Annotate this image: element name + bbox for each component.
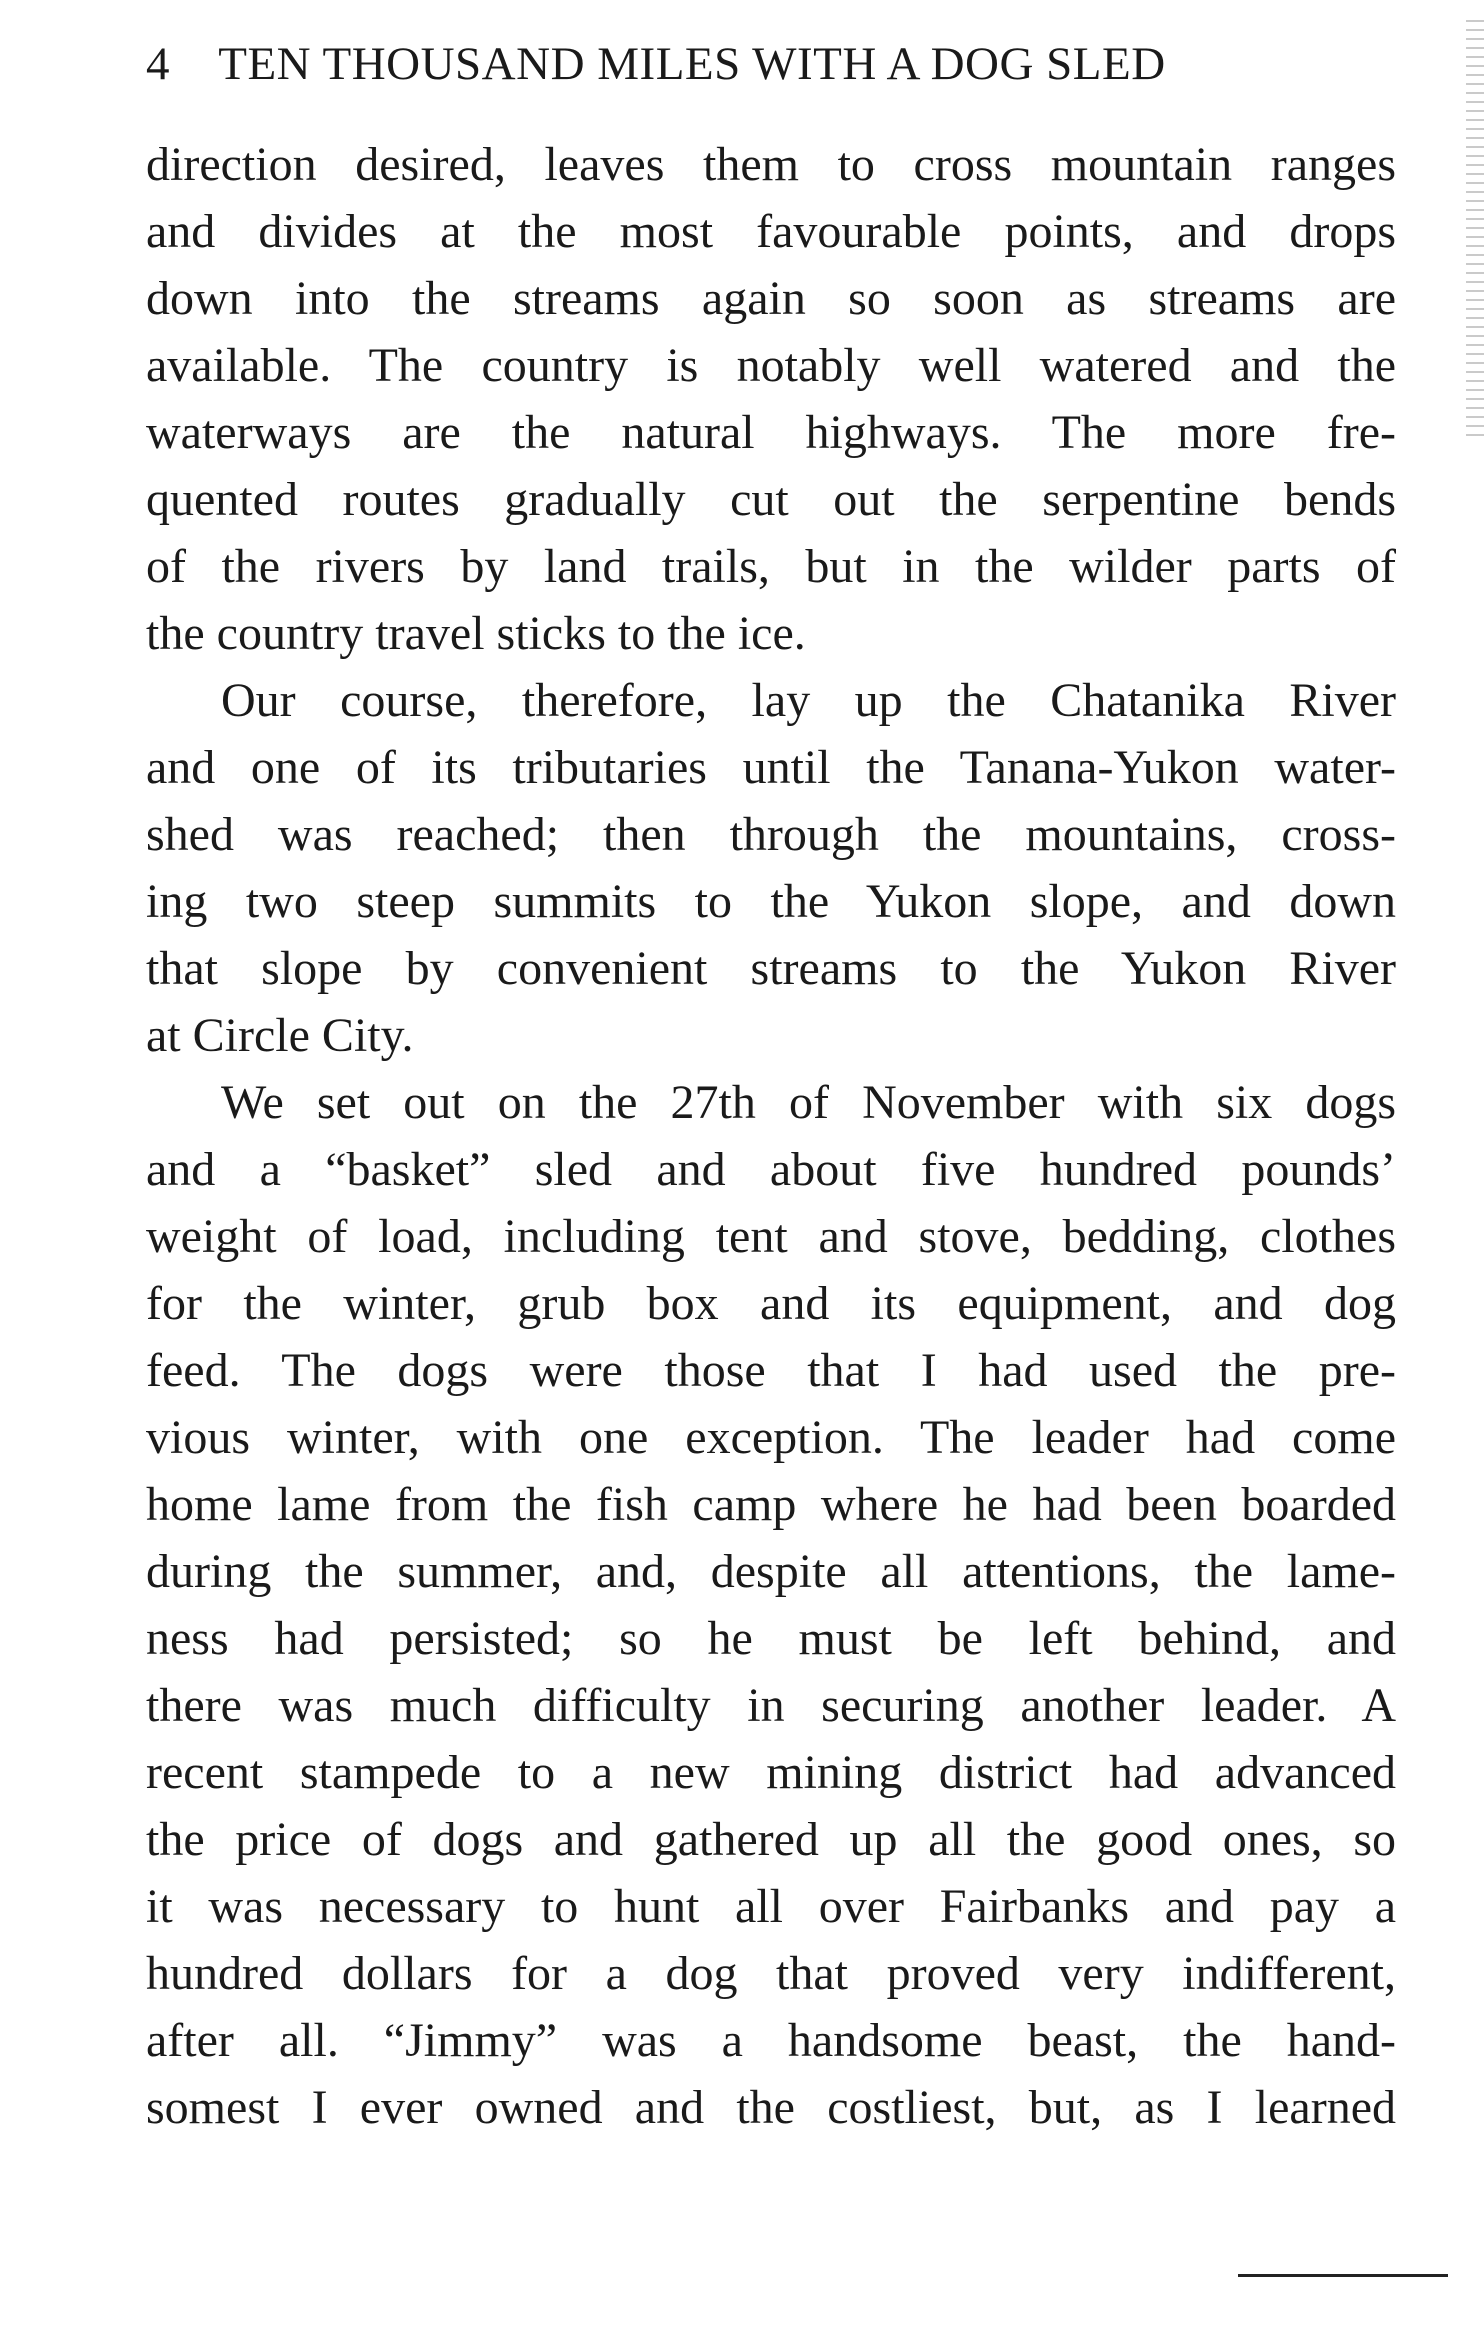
text-line: feed. The dogs were those that I had used the pre- — [146, 1344, 1396, 1397]
text-line: the country travel sticks to the ice. — [146, 607, 806, 660]
paragraph-2 — [146, 667, 1396, 1069]
text-line: hundred dollars for a dog that proved very indifferent, — [146, 1947, 1396, 2000]
text-line: ness had persisted; so he must be left behind, and — [146, 1612, 1396, 1665]
text-line: We set out on the 27th of November with six dogs — [221, 1076, 1396, 1129]
text-line: the price of dogs and gathered up all the good ones, so — [146, 1813, 1396, 1866]
text-line: somest I ever owned and the costliest, but, as I learned — [146, 2081, 1396, 2134]
scan-bottom-rule — [1238, 2274, 1448, 2277]
text-line: down into the streams again so soon as streams are — [146, 272, 1396, 325]
text-line: available. The country is notably well watered and the — [146, 339, 1396, 392]
text-line: at Circle City. — [146, 1009, 414, 1062]
text-line: it was necessary to hunt all over Fairbanks and pay a — [146, 1880, 1396, 1933]
scan-edge-artifact — [1466, 20, 1484, 440]
text-line: for the winter, grub box and its equipment, and dog — [146, 1277, 1396, 1330]
text-line: recent stampede to a new mining district had advanced — [146, 1746, 1396, 1799]
text-line: that slope by convenient streams to the Yukon River — [146, 942, 1396, 995]
text-line: there was much difficulty in securing another leader. A — [146, 1679, 1396, 1732]
page-number: 4 — [146, 38, 170, 90]
text-line: home lame from the fish camp where he had been boarded — [146, 1478, 1396, 1531]
running-title: TEN THOUSAND MILES WITH A DOG SLED — [218, 38, 1166, 90]
text-line: vious winter, with one exception. The leader had come — [146, 1411, 1396, 1464]
text-line: weight of load, including tent and stove, bedding, clothes — [146, 1210, 1396, 1263]
text-line: after all. “Jimmy” was a handsome beast, the hand- — [146, 2014, 1396, 2067]
text-line: direction desired, leaves them to cross mountain ranges — [146, 138, 1396, 191]
paragraph-1 — [146, 131, 1396, 667]
paragraph-3 — [146, 1069, 1396, 2141]
text-line: shed was reached; then through the mountains, cross- — [146, 808, 1396, 861]
body-text — [146, 131, 1396, 2141]
text-line: and divides at the most favourable points, and drops — [146, 205, 1396, 258]
running-head — [146, 34, 1326, 94]
text-line: Our course, therefore, lay up the Chatanika River — [221, 674, 1396, 727]
text-line: and one of its tributaries until the Tanana-Yukon water- — [146, 741, 1396, 794]
text-line: ing two steep summits to the Yukon slope, and down — [146, 875, 1396, 928]
text-line: during the summer, and, despite all attentions, the lame- — [146, 1545, 1396, 1598]
text-line: of the rivers by land trails, but in the wilder parts of — [146, 540, 1396, 593]
text-line: and a “basket” sled and about five hundred pounds’ — [146, 1143, 1396, 1196]
text-line: waterways are the natural highways. The more fre- — [146, 406, 1396, 459]
text-line: quented routes gradually cut out the serpentine bends — [146, 473, 1396, 526]
